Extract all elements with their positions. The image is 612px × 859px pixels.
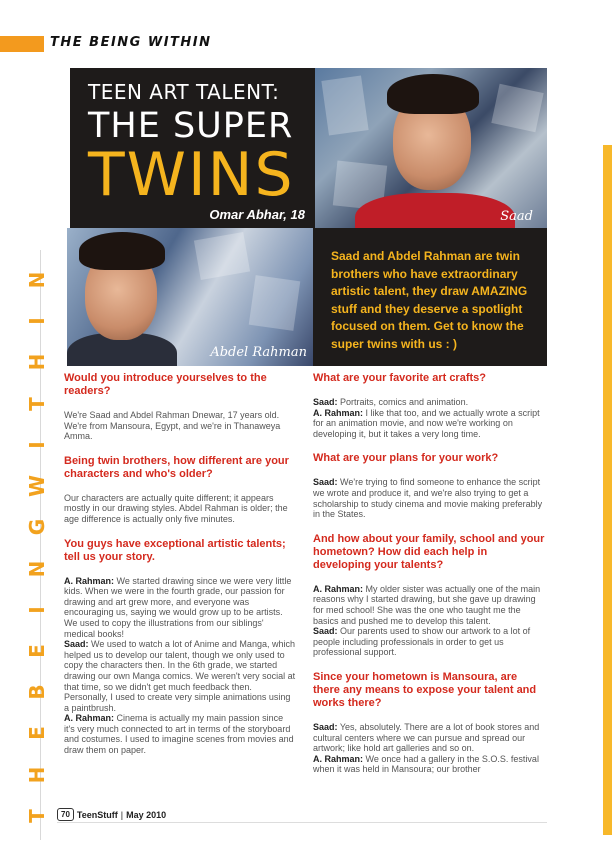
photo-label-abdel: Abdel Rahman — [210, 345, 307, 360]
question-2: Being twin brothers, how different are your characters and who's older? — [64, 454, 289, 480]
answer-9: A. Rahman: My older sister was actually one of the main reasons why I started drawing, but she gave up drawing for med school! She was the one who taught me the basics and pushed me to develop this talent. — [313, 583, 541, 626]
photo-saad — [315, 68, 547, 228]
photo-abdel-rahman — [67, 228, 313, 366]
issue-date: May 2010 — [126, 809, 167, 820]
answer-5: A. Rahman: Cinema is actually my main passion since it's very much connected to art in terms of the storyboard and costumes. I used to imagine scenes from movies and draw them on paper. — [64, 713, 294, 756]
vertical-letter: N — [25, 560, 49, 577]
question-3: You guys have exceptional artistic talents; tell us your story. — [64, 537, 286, 563]
vertical-letter: I — [25, 441, 49, 449]
question-6: And how about your family, school and your hometown? How did each help in developing your talents? — [313, 532, 545, 571]
vertical-letter: E — [25, 726, 49, 741]
question-7: Since your hometown is Mansoura, are there any means to expose your talent and works there? — [313, 670, 537, 709]
vertical-letter: T — [25, 396, 49, 411]
vertical-letter: H — [25, 766, 49, 783]
vertical-letter: N — [25, 271, 49, 289]
title-line-3: TWINS — [88, 140, 295, 210]
answer-2: Our characters are actually quite different; it appears mostly in our drawing styles. Abdel Rahman is older; the age difference is actually only five minutes. — [64, 492, 288, 524]
footer-separator: | — [120, 809, 124, 820]
vertical-letter: B — [25, 684, 49, 700]
title-box — [70, 68, 315, 228]
answer-4: Saad: We used to watch a lot of Anime and Manga, which helped us to develop our talent, though we only used to copy the characters then. In the 6th grade, we started drawing our own Manga comics. We weren't very social at that time, so we didn't get much feedback then. Personally, I used to create very simple animations using a paintbrush. — [64, 639, 296, 713]
photo-label-saad: Saad — [500, 209, 533, 224]
question-5: What are your plans for your work? — [313, 452, 499, 465]
footer-divider — [57, 822, 547, 823]
vertical-letter: W — [25, 475, 49, 498]
author-byline: Omar Abhar, 18 — [209, 207, 305, 222]
intro-text: Saad and Abdel Rahman are twin brothers who have extraordinary artistic talent, they draw AMAZING stuff and they deserve a spotlight focused on them. Get to know the super twins with us : ) — [331, 249, 528, 351]
vertical-letter: H — [25, 354, 49, 371]
section-header: THE BEING WITHIN — [50, 35, 212, 50]
answer-10: Saad: Our parents used to show our artwork to a lot of people including professionals in order to get us professional support. — [313, 626, 531, 658]
answer-12: A. Rahman: We once had a gallery in the S.O.S. festival when it was held in Mansoura; our brother — [313, 753, 539, 775]
right-accent-strip — [603, 145, 612, 835]
vertical-letter: G — [25, 519, 49, 536]
vertical-letter: I — [25, 317, 49, 325]
answer-3: A. Rahman: We started drawing since we were very little kids. When we were in the fourth grade, our passion for drawing and art grew more, and everyone was encouraging us, saying we would grow up to be artists. We used to copy the illustrations from our siblings' medical books! — [64, 575, 292, 639]
answer-7: A. Rahman: I like that too, and we actually wrote a script for an animation movie, and now we're working on developing it, but it takes a very long time. — [313, 407, 540, 439]
question-1: Would you introduce yourselves to the readers? — [64, 372, 267, 397]
left-column — [64, 372, 296, 765]
vertical-section-label — [22, 268, 52, 828]
vertical-letter: I — [25, 606, 49, 614]
answer-11: Saad: Yes, absolutely. There are a lot of book stores and cultural centers where we can pursue and spread our artwork; like hold art galleries and so on. — [313, 721, 540, 754]
vertical-letter: E — [25, 644, 49, 658]
answer-8: Saad: We're trying to find someone to enhance the script we wrote and produce it, and we're also trying to get a scholarship to study cinema and movie making preferably in the States. — [313, 477, 543, 520]
magazine-name: TeenStuff — [76, 809, 118, 820]
answer-6: Saad: Portraits, comics and animation. — [313, 397, 469, 407]
page-number: 70 — [57, 808, 74, 821]
header-accent-bar — [0, 36, 44, 52]
vertical-letter: T — [25, 809, 49, 823]
intro-box — [313, 228, 547, 366]
question-4: What are your favorite art crafts? — [313, 372, 486, 384]
answer-1: We're Saad and Abdel Rahman Dnewar, 17 years old. We're from Mansoura, Egypt, and we're in Thanaweya Amma. — [64, 410, 281, 442]
title-line-2: THE SUPER — [88, 106, 294, 146]
right-column — [313, 372, 545, 784]
page-footer — [57, 808, 166, 821]
title-line-1: TEEN ART TALENT: — [88, 80, 280, 104]
